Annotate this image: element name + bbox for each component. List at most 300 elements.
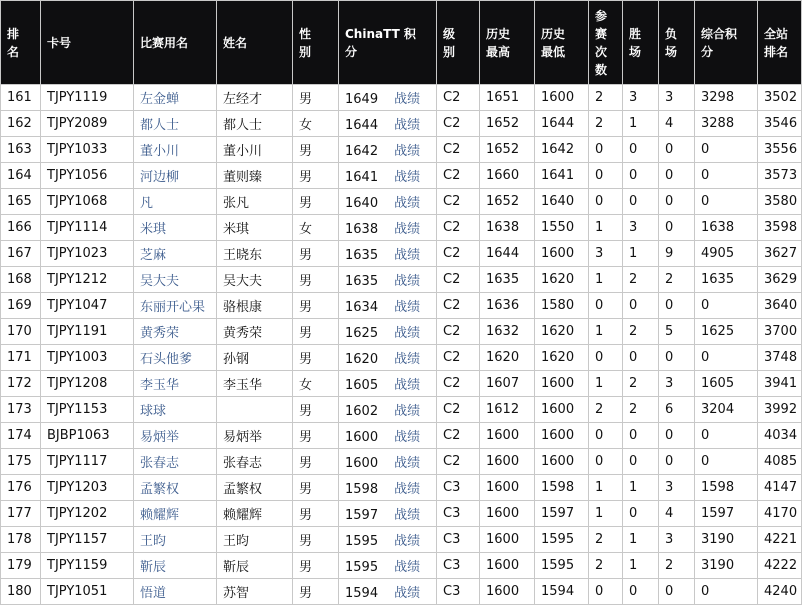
cell-wins: 1 — [623, 241, 659, 267]
points-value: 1635 — [345, 274, 379, 289]
cell-points — [339, 527, 437, 553]
cell-level: C2 — [437, 345, 480, 371]
cell-wins: 1 — [623, 111, 659, 137]
table-row — [1, 85, 802, 111]
cell-points — [339, 345, 437, 371]
header-line: 别 — [443, 44, 456, 59]
cell-composite: 0 — [695, 449, 758, 475]
points-value: 1598 — [345, 482, 379, 497]
cell-high: 1635 — [480, 267, 535, 293]
cell-site-rank: 4222 — [758, 553, 802, 579]
cell-composite: 3288 — [695, 111, 758, 137]
record-link[interactable]: 战绩 — [394, 586, 421, 601]
cell-losses: 3 — [659, 475, 695, 501]
header-line: 别 — [299, 44, 312, 59]
cell-gender: 男 — [293, 449, 339, 475]
cell-card: TJPY1208 — [41, 371, 134, 397]
record-link[interactable]: 战绩 — [394, 274, 421, 289]
cell-rank: 175 — [1, 449, 41, 475]
cell-high: 1607 — [480, 371, 535, 397]
record-link[interactable]: 战绩 — [394, 404, 421, 419]
cell-losses: 3 — [659, 371, 695, 397]
cell-low: 1600 — [535, 397, 589, 423]
cell-wins: 1 — [623, 527, 659, 553]
cell-points — [339, 501, 437, 527]
player-nickname-link[interactable]: 凡 — [134, 189, 217, 215]
record-link[interactable]: 战绩 — [394, 118, 421, 133]
cell-card: TJPY1047 — [41, 293, 134, 319]
points-value: 1605 — [345, 378, 379, 393]
cell-composite: 0 — [695, 423, 758, 449]
column-header-name — [217, 1, 293, 85]
cell-losses: 4 — [659, 501, 695, 527]
record-link[interactable]: 战绩 — [394, 456, 421, 471]
cell-points — [339, 163, 437, 189]
cell-points — [339, 215, 437, 241]
cell-losses: 0 — [659, 423, 695, 449]
cell-gender: 女 — [293, 215, 339, 241]
table-row — [1, 189, 802, 215]
header-line: 数 — [595, 62, 608, 77]
cell-card: TJPY1203 — [41, 475, 134, 501]
cell-points — [339, 475, 437, 501]
cell-entries: 1 — [589, 319, 623, 345]
column-header-losses — [659, 1, 695, 85]
cell-gender: 男 — [293, 319, 339, 345]
cell-rank: 170 — [1, 319, 41, 345]
header-line: 性 — [299, 26, 312, 41]
cell-level: C2 — [437, 371, 480, 397]
column-header-rank — [1, 1, 41, 85]
points-value: 1594 — [345, 586, 379, 601]
cell-card: TJPY1068 — [41, 189, 134, 215]
header-line: 综合积 — [701, 26, 738, 41]
cell-points — [339, 241, 437, 267]
player-nickname-link[interactable]: 董小川 — [134, 137, 217, 163]
cell-wins: 2 — [623, 319, 659, 345]
cell-high: 1652 — [480, 189, 535, 215]
cell-site-rank: 3992 — [758, 397, 802, 423]
cell-rank: 171 — [1, 345, 41, 371]
points-value: 1620 — [345, 352, 379, 367]
table-row — [1, 423, 802, 449]
record-link[interactable]: 战绩 — [394, 508, 421, 523]
cell-card: TJPY1023 — [41, 241, 134, 267]
cell-losses: 0 — [659, 293, 695, 319]
cell-level: C2 — [437, 293, 480, 319]
cell-high: 1651 — [480, 85, 535, 111]
cell-high: 1600 — [480, 579, 535, 605]
column-header-points — [339, 1, 437, 85]
player-nickname-link[interactable]: 张春志 — [134, 449, 217, 475]
cell-card: TJPY2089 — [41, 111, 134, 137]
cell-composite: 0 — [695, 137, 758, 163]
cell-level: C2 — [437, 319, 480, 345]
cell-composite: 1597 — [695, 501, 758, 527]
cell-card: TJPY1033 — [41, 137, 134, 163]
cell-card: TJPY1153 — [41, 397, 134, 423]
cell-card: BJBP1063 — [41, 423, 134, 449]
cell-site-rank: 3556 — [758, 137, 802, 163]
cell-entries: 0 — [589, 163, 623, 189]
cell-rank: 168 — [1, 267, 41, 293]
cell-level: C2 — [437, 423, 480, 449]
cell-low: 1620 — [535, 319, 589, 345]
cell-points — [339, 137, 437, 163]
player-nickname-link[interactable]: 石头他爹 — [134, 345, 217, 371]
cell-points — [339, 553, 437, 579]
cell-composite: 3190 — [695, 527, 758, 553]
points-value: 1600 — [345, 430, 379, 445]
record-link[interactable]: 战绩 — [394, 196, 421, 211]
cell-entries: 1 — [589, 215, 623, 241]
cell-rank: 164 — [1, 163, 41, 189]
header-line: 历史 — [486, 26, 511, 41]
points-value: 1597 — [345, 508, 379, 523]
cell-name: 王晓东 — [217, 241, 293, 267]
cell-wins: 0 — [623, 449, 659, 475]
cell-site-rank: 4034 — [758, 423, 802, 449]
cell-name: 王昀 — [217, 527, 293, 553]
cell-level: C2 — [437, 267, 480, 293]
table-body — [1, 85, 802, 605]
table-row — [1, 449, 802, 475]
record-link[interactable]: 战绩 — [394, 144, 421, 159]
cell-high: 1600 — [480, 423, 535, 449]
points-value: 1641 — [345, 170, 379, 185]
cell-composite: 0 — [695, 579, 758, 605]
cell-wins: 1 — [623, 475, 659, 501]
player-nickname-link[interactable]: 左金蝉 — [134, 85, 217, 111]
cell-composite: 0 — [695, 293, 758, 319]
cell-entries: 3 — [589, 241, 623, 267]
cell-rank: 166 — [1, 215, 41, 241]
cell-wins: 1 — [623, 553, 659, 579]
cell-losses: 0 — [659, 137, 695, 163]
record-link[interactable]: 战绩 — [394, 378, 421, 393]
header-line: 次 — [595, 44, 608, 59]
points-value: 1642 — [345, 144, 379, 159]
table-row — [1, 241, 802, 267]
cell-low: 1641 — [535, 163, 589, 189]
player-nickname-link[interactable]: 东丽开心果 — [134, 293, 217, 319]
player-nickname-link[interactable]: 靳辰 — [134, 553, 217, 579]
cell-site-rank: 3700 — [758, 319, 802, 345]
cell-high: 1660 — [480, 163, 535, 189]
cell-level: C2 — [437, 137, 480, 163]
cell-card: TJPY1117 — [41, 449, 134, 475]
cell-name — [217, 397, 293, 423]
table-row — [1, 345, 802, 371]
cell-gender: 男 — [293, 163, 339, 189]
player-nickname-link[interactable]: 易炳举 — [134, 423, 217, 449]
header-line: 历史 — [541, 26, 566, 41]
cell-name: 米琪 — [217, 215, 293, 241]
column-header-card — [41, 1, 134, 85]
cell-level: C3 — [437, 475, 480, 501]
header-line: 场 — [629, 44, 642, 59]
cell-rank: 163 — [1, 137, 41, 163]
points-value: 1602 — [345, 404, 379, 419]
table-row — [1, 501, 802, 527]
cell-entries: 0 — [589, 579, 623, 605]
cell-wins: 2 — [623, 397, 659, 423]
player-nickname-link[interactable]: 河边柳 — [134, 163, 217, 189]
cell-rank: 169 — [1, 293, 41, 319]
cell-high: 1652 — [480, 111, 535, 137]
record-link[interactable]: 战绩 — [394, 430, 421, 445]
cell-low: 1600 — [535, 371, 589, 397]
cell-name: 易炳举 — [217, 423, 293, 449]
cell-high: 1644 — [480, 241, 535, 267]
record-link[interactable]: 战绩 — [394, 482, 421, 497]
cell-composite: 1635 — [695, 267, 758, 293]
cell-high: 1600 — [480, 527, 535, 553]
cell-low: 1598 — [535, 475, 589, 501]
player-nickname-link[interactable]: 球球 — [134, 397, 217, 423]
cell-level: C2 — [437, 241, 480, 267]
column-header-level — [437, 1, 480, 85]
table-row — [1, 371, 802, 397]
cell-entries: 0 — [589, 423, 623, 449]
player-nickname-link[interactable]: 王昀 — [134, 527, 217, 553]
cell-gender: 男 — [293, 293, 339, 319]
cell-level: C2 — [437, 111, 480, 137]
cell-losses: 0 — [659, 215, 695, 241]
cell-wins: 2 — [623, 267, 659, 293]
cell-points — [339, 85, 437, 111]
cell-points — [339, 319, 437, 345]
cell-losses: 6 — [659, 397, 695, 423]
header-line: 名 — [7, 44, 20, 59]
cell-card: TJPY1212 — [41, 267, 134, 293]
cell-rank: 180 — [1, 579, 41, 605]
cell-entries: 2 — [589, 527, 623, 553]
cell-level: C3 — [437, 527, 480, 553]
record-link[interactable]: 战绩 — [394, 326, 421, 341]
cell-rank: 173 — [1, 397, 41, 423]
cell-rank: 177 — [1, 501, 41, 527]
cell-level: C2 — [437, 85, 480, 111]
cell-composite: 0 — [695, 345, 758, 371]
cell-rank: 167 — [1, 241, 41, 267]
header-row — [1, 1, 802, 85]
record-link[interactable]: 战绩 — [394, 248, 421, 263]
cell-losses: 0 — [659, 189, 695, 215]
cell-low: 1595 — [535, 553, 589, 579]
cell-losses: 5 — [659, 319, 695, 345]
cell-rank: 176 — [1, 475, 41, 501]
cell-rank: 172 — [1, 371, 41, 397]
cell-composite: 3190 — [695, 553, 758, 579]
points-value: 1600 — [345, 456, 379, 471]
cell-low: 1594 — [535, 579, 589, 605]
player-nickname-link[interactable]: 孟繁权 — [134, 475, 217, 501]
column-header-composite — [695, 1, 758, 85]
cell-name: 都人士 — [217, 111, 293, 137]
player-nickname-link[interactable]: 赖耀辉 — [134, 501, 217, 527]
points-value: 1625 — [345, 326, 379, 341]
points-value: 1595 — [345, 534, 379, 549]
cell-low: 1600 — [535, 423, 589, 449]
cell-points — [339, 449, 437, 475]
cell-points — [339, 293, 437, 319]
cell-entries: 1 — [589, 501, 623, 527]
points-value: 1640 — [345, 196, 379, 211]
cell-name: 李玉华 — [217, 371, 293, 397]
header-line: 胜 — [629, 26, 642, 41]
cell-name: 赖耀辉 — [217, 501, 293, 527]
cell-high: 1600 — [480, 553, 535, 579]
cell-high: 1600 — [480, 501, 535, 527]
cell-name: 黄秀荣 — [217, 319, 293, 345]
cell-composite: 1638 — [695, 215, 758, 241]
cell-losses: 2 — [659, 267, 695, 293]
column-header-low — [535, 1, 589, 85]
header-line: 赛 — [595, 26, 608, 41]
cell-composite: 1605 — [695, 371, 758, 397]
cell-high: 1652 — [480, 137, 535, 163]
points-value: 1638 — [345, 222, 379, 237]
header-line: 最高 — [486, 44, 511, 59]
cell-wins: 0 — [623, 423, 659, 449]
table-row — [1, 553, 802, 579]
points-value: 1635 — [345, 248, 379, 263]
cell-gender: 男 — [293, 475, 339, 501]
table-row — [1, 163, 802, 189]
header-line: 排名 — [764, 44, 789, 59]
cell-gender: 男 — [293, 423, 339, 449]
cell-rank: 178 — [1, 527, 41, 553]
points-value: 1595 — [345, 560, 379, 575]
cell-card: TJPY1202 — [41, 501, 134, 527]
record-link[interactable]: 战绩 — [394, 170, 421, 185]
column-header-nickname — [134, 1, 217, 85]
record-link[interactable]: 战绩 — [394, 560, 421, 575]
cell-high: 1632 — [480, 319, 535, 345]
table-row — [1, 319, 802, 345]
cell-card: TJPY1114 — [41, 215, 134, 241]
cell-site-rank: 3748 — [758, 345, 802, 371]
cell-wins: 3 — [623, 215, 659, 241]
cell-name: 张凡 — [217, 189, 293, 215]
cell-entries: 0 — [589, 189, 623, 215]
cell-losses: 0 — [659, 449, 695, 475]
header-line: 负 — [665, 26, 678, 41]
cell-gender: 男 — [293, 579, 339, 605]
header-line: 卡号 — [47, 35, 72, 50]
cell-gender: 男 — [293, 397, 339, 423]
cell-entries: 0 — [589, 345, 623, 371]
header-line: 参 — [595, 8, 608, 23]
cell-site-rank: 4085 — [758, 449, 802, 475]
cell-entries: 0 — [589, 293, 623, 319]
cell-composite: 0 — [695, 189, 758, 215]
points-value: 1634 — [345, 300, 379, 315]
cell-gender: 男 — [293, 189, 339, 215]
cell-gender: 女 — [293, 371, 339, 397]
cell-gender: 男 — [293, 85, 339, 111]
player-nickname-link[interactable]: 米琪 — [134, 215, 217, 241]
cell-name: 张春志 — [217, 449, 293, 475]
cell-low: 1620 — [535, 345, 589, 371]
table-header — [1, 1, 802, 85]
record-link[interactable]: 战绩 — [394, 300, 421, 315]
cell-site-rank: 3629 — [758, 267, 802, 293]
table-row — [1, 137, 802, 163]
cell-rank: 179 — [1, 553, 41, 579]
record-link[interactable]: 战绩 — [394, 352, 421, 367]
cell-gender: 男 — [293, 345, 339, 371]
cell-wins: 0 — [623, 137, 659, 163]
column-header-high — [480, 1, 535, 85]
table-row — [1, 215, 802, 241]
player-nickname-link[interactable]: 黄秀荣 — [134, 319, 217, 345]
header-line: 排 — [7, 26, 20, 41]
table-row — [1, 293, 802, 319]
cell-high: 1600 — [480, 449, 535, 475]
cell-low: 1597 — [535, 501, 589, 527]
record-link[interactable]: 战绩 — [394, 534, 421, 549]
cell-entries: 1 — [589, 371, 623, 397]
cell-card: TJPY1056 — [41, 163, 134, 189]
cell-points — [339, 111, 437, 137]
cell-card: TJPY1119 — [41, 85, 134, 111]
cell-name: 董则臻 — [217, 163, 293, 189]
cell-site-rank: 3941 — [758, 371, 802, 397]
player-nickname-link[interactable]: 都人士 — [134, 111, 217, 137]
cell-composite: 1625 — [695, 319, 758, 345]
cell-level: C2 — [437, 163, 480, 189]
cell-site-rank: 4221 — [758, 527, 802, 553]
cell-rank: 165 — [1, 189, 41, 215]
cell-low: 1550 — [535, 215, 589, 241]
cell-wins: 0 — [623, 189, 659, 215]
cell-wins: 0 — [623, 163, 659, 189]
cell-site-rank: 3598 — [758, 215, 802, 241]
player-nickname-link[interactable]: 李玉华 — [134, 371, 217, 397]
cell-losses: 9 — [659, 241, 695, 267]
record-link[interactable]: 战绩 — [394, 92, 421, 107]
header-line: 分 — [701, 44, 714, 59]
cell-site-rank: 4240 — [758, 579, 802, 605]
cell-site-rank: 3573 — [758, 163, 802, 189]
cell-wins: 0 — [623, 345, 659, 371]
player-nickname-link[interactable]: 吴大夫 — [134, 267, 217, 293]
cell-low: 1620 — [535, 267, 589, 293]
cell-site-rank: 3546 — [758, 111, 802, 137]
cell-losses: 2 — [659, 553, 695, 579]
record-link[interactable]: 战绩 — [394, 222, 421, 237]
column-header-wins — [623, 1, 659, 85]
cell-low: 1640 — [535, 189, 589, 215]
cell-rank: 174 — [1, 423, 41, 449]
player-nickname-link[interactable]: 悟道 — [134, 579, 217, 605]
points-value: 1644 — [345, 118, 379, 133]
cell-card: TJPY1003 — [41, 345, 134, 371]
cell-low: 1600 — [535, 85, 589, 111]
cell-composite: 0 — [695, 163, 758, 189]
cell-high: 1620 — [480, 345, 535, 371]
player-nickname-link[interactable]: 芝麻 — [134, 241, 217, 267]
header-line: 比赛用名 — [140, 35, 189, 50]
cell-name: 苏智 — [217, 579, 293, 605]
cell-points — [339, 397, 437, 423]
cell-entries: 0 — [589, 449, 623, 475]
cell-name: 骆根康 — [217, 293, 293, 319]
cell-rank: 161 — [1, 85, 41, 111]
cell-points — [339, 579, 437, 605]
